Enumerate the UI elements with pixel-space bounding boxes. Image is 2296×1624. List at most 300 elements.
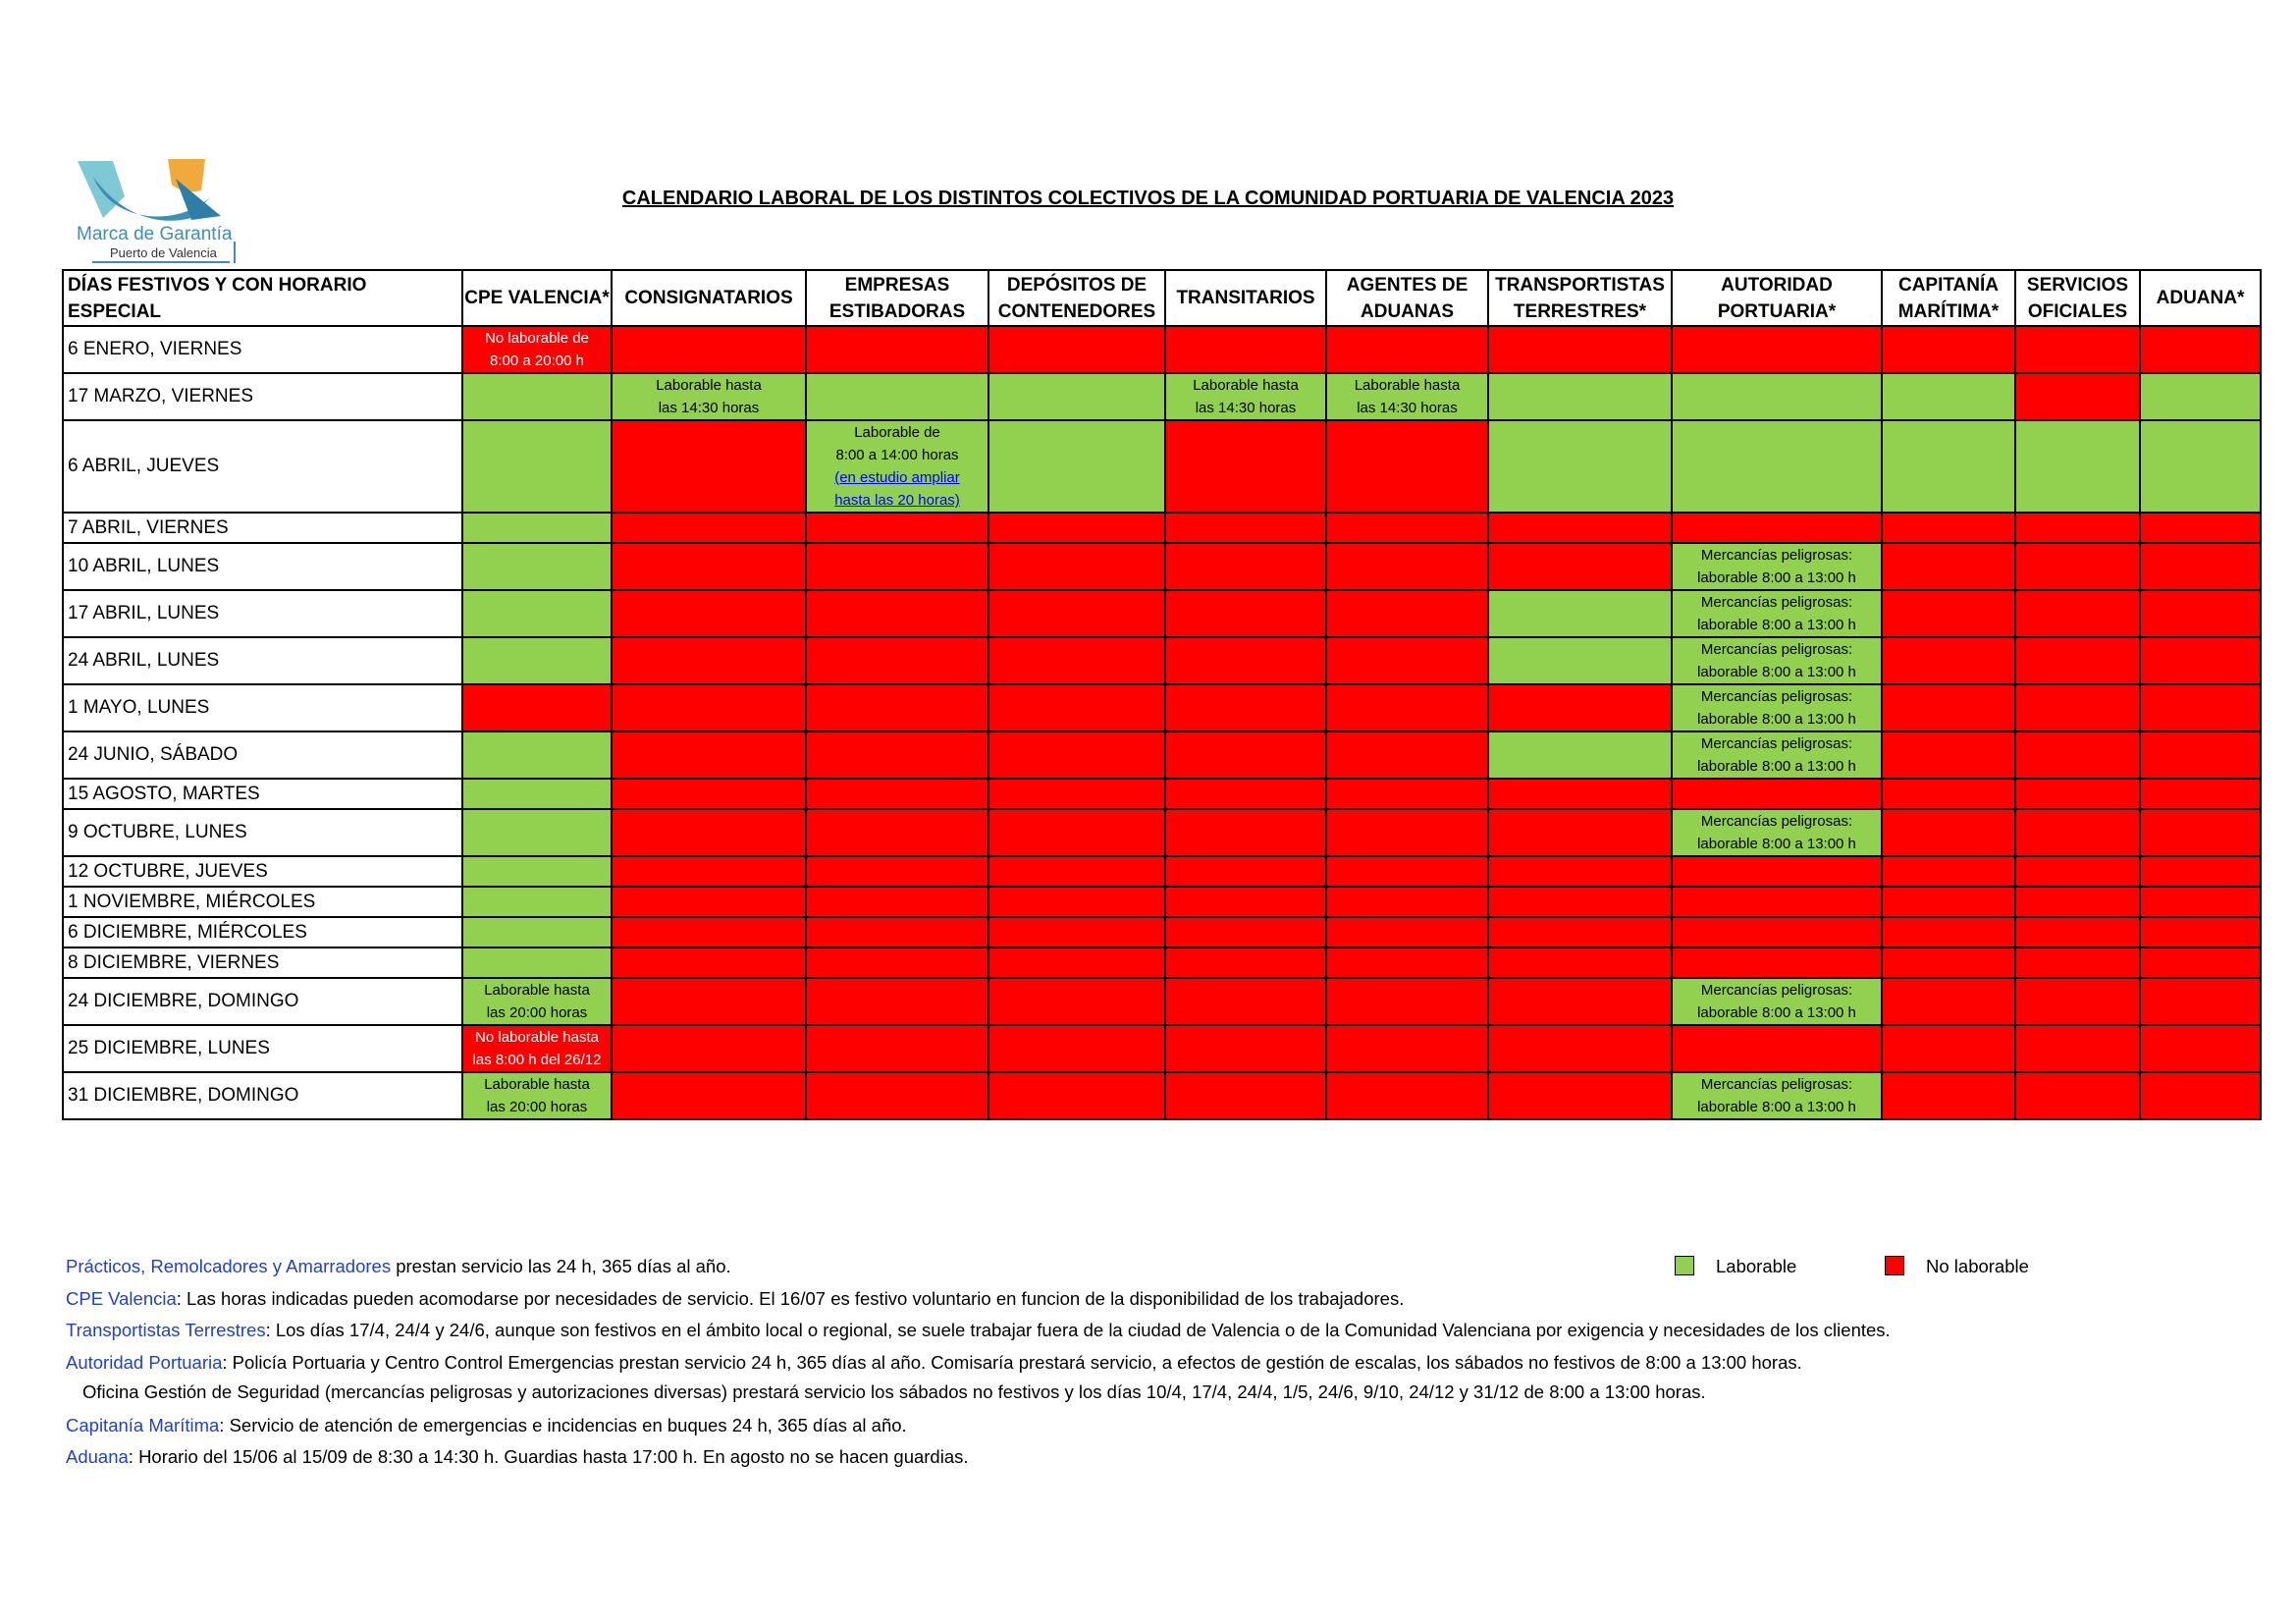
status-cell-depositos-contenedores bbox=[988, 1025, 1165, 1072]
column-header-transportistas-terrestres bbox=[1488, 270, 1672, 326]
table-row bbox=[63, 1025, 2261, 1072]
status-cell-transportistas-terrestres bbox=[1488, 326, 1672, 373]
status-cell-empresas-estibadoras bbox=[806, 637, 988, 684]
logo-brand-text: Marca de Garantía bbox=[77, 224, 233, 244]
cell-note bbox=[807, 489, 988, 512]
status-cell-consignatarios bbox=[612, 779, 806, 809]
table-row bbox=[63, 513, 2261, 543]
status-cell-capitania-maritima bbox=[1882, 779, 2015, 809]
status-cell-capitania-maritima bbox=[1882, 637, 2015, 684]
status-cell-autoridad-portuaria bbox=[1672, 779, 1882, 809]
status-cell-agentes-aduanas bbox=[1326, 420, 1488, 513]
status-cell-aduana bbox=[2140, 731, 2261, 779]
status-cell-aduana bbox=[2140, 917, 2261, 947]
status-cell-consignatarios bbox=[612, 1025, 806, 1072]
note-autoridad bbox=[66, 1352, 1802, 1374]
column-header-days bbox=[63, 270, 462, 326]
cell-note: Laborable hasta bbox=[1193, 377, 1299, 394]
status-cell-empresas-estibadoras bbox=[806, 513, 988, 543]
status-cell-consignatarios bbox=[612, 326, 806, 373]
status-cell-transitarios bbox=[1165, 326, 1326, 373]
column-header-line: TRANSITARIOS bbox=[1176, 288, 1315, 308]
table-row bbox=[63, 947, 2261, 978]
day-cell: 10 ABRIL, LUNES bbox=[63, 543, 462, 590]
status-cell-depositos-contenedores bbox=[988, 809, 1165, 856]
status-cell-autoridad-portuaria bbox=[1672, 978, 1882, 1025]
day-cell: 6 ENERO, VIERNES bbox=[63, 326, 462, 373]
note-text: : Los días 17/4, 24/4 y 24/6, aunque son festivos en el ámbito local o regional, se suele trabajar fuera de la ciudad de Valencia o de la Comunidad Valenciana por exigencia y necesidades de los clientes. bbox=[265, 1320, 1891, 1340]
table-row bbox=[63, 856, 2261, 887]
status-cell-empresas-estibadoras bbox=[806, 1025, 988, 1072]
status-cell-aduana bbox=[2140, 978, 2261, 1025]
cell-note: Mercancías peligrosas: bbox=[1700, 813, 1853, 830]
status-cell-empresas-estibadoras bbox=[806, 731, 988, 779]
status-cell-capitania-maritima bbox=[1882, 809, 2015, 856]
status-cell-autoridad-portuaria bbox=[1672, 917, 1882, 947]
status-cell-aduana bbox=[2140, 373, 2261, 420]
status-cell-agentes-aduanas bbox=[1326, 856, 1488, 887]
status-cell-transitarios bbox=[1165, 543, 1326, 590]
status-cell-consignatarios bbox=[612, 1072, 806, 1119]
column-header-servicios-oficiales bbox=[2015, 270, 2140, 326]
status-cell-autoridad-portuaria bbox=[1672, 856, 1882, 887]
cell-note: No laborable hasta bbox=[475, 1029, 599, 1046]
day-cell: 8 DICIEMBRE, VIERNES bbox=[63, 947, 462, 978]
status-cell-cpe-valencia bbox=[462, 731, 612, 779]
status-cell-autoridad-portuaria bbox=[1672, 1072, 1882, 1119]
status-cell-cpe-valencia bbox=[462, 809, 612, 856]
status-cell-autoridad-portuaria bbox=[1672, 637, 1882, 684]
status-cell-consignatarios bbox=[612, 637, 806, 684]
status-cell-aduana bbox=[2140, 420, 2261, 513]
status-cell-agentes-aduanas bbox=[1326, 590, 1488, 637]
status-cell-depositos-contenedores bbox=[988, 543, 1165, 590]
table-row bbox=[63, 731, 2261, 779]
status-cell-capitania-maritima bbox=[1882, 590, 2015, 637]
status-cell-depositos-contenedores bbox=[988, 731, 1165, 779]
status-cell-aduana bbox=[2140, 637, 2261, 684]
status-cell-agentes-aduanas bbox=[1326, 543, 1488, 590]
column-header-line: ADUANAS bbox=[1361, 300, 1454, 322]
table-row bbox=[63, 1072, 2261, 1119]
cell-note: Laborable hasta bbox=[1354, 377, 1461, 394]
status-cell-transportistas-terrestres bbox=[1488, 917, 1672, 947]
cell-note: las 14:30 horas bbox=[658, 400, 760, 416]
note-text: : Las horas indicadas pueden acomodarse por necesidades de servicio. El 16/07 es festivo voluntario en funcion de la disponibilidad de los trabajadores. bbox=[176, 1288, 1405, 1309]
status-cell-cpe-valencia bbox=[462, 420, 612, 513]
note-key: Capitanía Marítima bbox=[66, 1415, 220, 1435]
status-cell-servicios-oficiales bbox=[2015, 590, 2140, 637]
column-header-line: ESTIBADORAS bbox=[828, 300, 966, 322]
cell-note: Laborable hasta bbox=[484, 982, 590, 999]
status-cell-agentes-aduanas bbox=[1326, 978, 1488, 1025]
status-cell-agentes-aduanas bbox=[1326, 731, 1488, 779]
logo-subtitle: Puerto de Valencia bbox=[110, 245, 217, 260]
status-cell-servicios-oficiales bbox=[2015, 809, 2140, 856]
status-cell-cpe-valencia bbox=[462, 856, 612, 887]
note-text: : Policía Portuaria y Centro Control Emergencias prestan servicio 24 h, 365 días al año. Comisaría prestará servicio, a efectos de gestión de escalas, los sábados no festivos de 8:00 a 13:00 horas. bbox=[222, 1352, 1802, 1373]
cell-note: laborable 8:00 a 13:00 h bbox=[1697, 711, 1856, 728]
status-cell-servicios-oficiales bbox=[2015, 684, 2140, 731]
status-cell-servicios-oficiales bbox=[2015, 543, 2140, 590]
legend-red-swatch bbox=[1885, 1256, 1904, 1275]
status-cell-aduana bbox=[2140, 1072, 2261, 1119]
cell-note: laborable 8:00 a 13:00 h bbox=[1697, 617, 1856, 633]
status-cell-cpe-valencia bbox=[462, 978, 612, 1025]
legend-green-swatch bbox=[1675, 1256, 1694, 1275]
status-cell-depositos-contenedores bbox=[988, 887, 1165, 917]
legend-no-laborable-label: No laborable bbox=[1926, 1256, 2029, 1276]
table-row bbox=[63, 326, 2261, 373]
status-cell-transportistas-terrestres bbox=[1488, 887, 1672, 917]
status-cell-aduana bbox=[2140, 543, 2261, 590]
status-cell-autoridad-portuaria bbox=[1672, 684, 1882, 731]
status-cell-aduana bbox=[2140, 590, 2261, 637]
status-cell-capitania-maritima bbox=[1882, 978, 2015, 1025]
column-header-line: AUTORIDAD bbox=[1721, 274, 1833, 296]
day-cell: 17 ABRIL, LUNES bbox=[63, 590, 462, 637]
column-header-line: CPE VALENCIA* bbox=[464, 288, 610, 308]
column-header-line: CONSIGNATARIOS bbox=[624, 288, 793, 308]
status-cell-capitania-maritima bbox=[1882, 856, 2015, 887]
status-cell-empresas-estibadoras bbox=[806, 590, 988, 637]
status-cell-consignatarios bbox=[612, 809, 806, 856]
status-cell-capitania-maritima bbox=[1882, 513, 2015, 543]
status-cell-capitania-maritima bbox=[1882, 326, 2015, 373]
status-cell-transportistas-terrestres bbox=[1488, 809, 1672, 856]
status-cell-transportistas-terrestres bbox=[1488, 373, 1672, 420]
status-cell-consignatarios bbox=[612, 947, 806, 978]
day-cell: 6 ABRIL, JUEVES bbox=[63, 420, 462, 513]
status-cell-consignatarios bbox=[612, 590, 806, 637]
status-cell-empresas-estibadoras bbox=[806, 373, 988, 420]
status-cell-capitania-maritima bbox=[1882, 684, 2015, 731]
status-cell-aduana bbox=[2140, 856, 2261, 887]
status-cell-cpe-valencia bbox=[462, 887, 612, 917]
status-cell-capitania-maritima bbox=[1882, 887, 2015, 917]
table-row bbox=[63, 978, 2261, 1025]
status-cell-cpe-valencia bbox=[462, 513, 612, 543]
column-header-line: DÍAS FESTIVOS Y CON HORARIO ESPECIAL bbox=[68, 274, 367, 322]
status-cell-cpe-valencia bbox=[462, 590, 612, 637]
status-cell-capitania-maritima bbox=[1882, 420, 2015, 513]
cell-note bbox=[807, 466, 988, 489]
status-cell-transportistas-terrestres bbox=[1488, 1025, 1672, 1072]
status-cell-depositos-contenedores bbox=[988, 637, 1165, 684]
cell-note-link[interactable]: (en estudio ampliar bbox=[834, 469, 960, 486]
column-header-transitarios bbox=[1165, 270, 1326, 326]
status-cell-consignatarios bbox=[612, 978, 806, 1025]
page-title: CALENDARIO LABORAL DE LOS DISTINTOS COLECTIVOS DE LA COMUNIDAD PORTUARIA DE VALENCIA 2023 bbox=[621, 188, 1675, 209]
status-cell-depositos-contenedores bbox=[988, 856, 1165, 887]
status-cell-aduana bbox=[2140, 513, 2261, 543]
note-text: : Horario del 15/06 al 15/09 de 8:30 a 14:30 h. Guardias hasta 17:00 h. En agosto no se hacen guardias. bbox=[128, 1446, 969, 1467]
cell-note: las 8:00 h del 26/12 bbox=[472, 1052, 602, 1068]
cell-note: Laborable hasta bbox=[656, 377, 762, 394]
table-row bbox=[63, 590, 2261, 637]
column-header-agentes-aduanas bbox=[1326, 270, 1488, 326]
status-cell-autoridad-portuaria bbox=[1672, 887, 1882, 917]
status-cell-autoridad-portuaria bbox=[1672, 590, 1882, 637]
status-cell-servicios-oficiales bbox=[2015, 326, 2140, 373]
status-cell-aduana bbox=[2140, 1025, 2261, 1072]
status-cell-cpe-valencia bbox=[462, 373, 612, 420]
status-cell-transitarios bbox=[1165, 1025, 1326, 1072]
day-cell: 24 JUNIO, SÁBADO bbox=[63, 731, 462, 779]
status-cell-transitarios bbox=[1165, 1072, 1326, 1119]
status-cell-autoridad-portuaria bbox=[1672, 543, 1882, 590]
status-cell-empresas-estibadoras bbox=[806, 978, 988, 1025]
table-row bbox=[63, 637, 2261, 684]
logo-rule bbox=[92, 261, 230, 263]
status-cell-depositos-contenedores bbox=[988, 684, 1165, 731]
status-cell-aduana bbox=[2140, 887, 2261, 917]
column-header-line: TRANSPORTISTAS bbox=[1495, 274, 1665, 296]
status-cell-empresas-estibadoras bbox=[806, 420, 988, 513]
status-cell-servicios-oficiales bbox=[2015, 1025, 2140, 1072]
note-capitania bbox=[66, 1415, 907, 1436]
column-header-line: OFICIALES bbox=[2027, 300, 2128, 322]
cell-note: Mercancías peligrosas: bbox=[1700, 735, 1853, 752]
status-cell-empresas-estibadoras bbox=[806, 917, 988, 947]
status-cell-cpe-valencia bbox=[462, 543, 612, 590]
cell-note: las 20:00 horas bbox=[486, 1099, 588, 1115]
status-cell-transitarios bbox=[1165, 420, 1326, 513]
cell-note: Laborable hasta bbox=[484, 1076, 590, 1093]
status-cell-autoridad-portuaria bbox=[1672, 513, 1882, 543]
status-cell-transitarios bbox=[1165, 809, 1326, 856]
status-cell-consignatarios bbox=[612, 513, 806, 543]
status-cell-agentes-aduanas bbox=[1326, 779, 1488, 809]
status-cell-capitania-maritima bbox=[1882, 1072, 2015, 1119]
status-cell-transportistas-terrestres bbox=[1488, 590, 1672, 637]
table-row bbox=[63, 684, 2261, 731]
status-cell-agentes-aduanas bbox=[1326, 1072, 1488, 1119]
cell-note: laborable 8:00 a 13:00 h bbox=[1697, 569, 1856, 586]
status-cell-servicios-oficiales bbox=[2015, 917, 2140, 947]
cell-note: 8:00 a 20:00 h bbox=[490, 352, 584, 369]
status-cell-transitarios bbox=[1165, 684, 1326, 731]
day-cell: 24 DICIEMBRE, DOMINGO bbox=[63, 978, 462, 1025]
status-cell-servicios-oficiales bbox=[2015, 637, 2140, 684]
status-cell-transitarios bbox=[1165, 917, 1326, 947]
status-cell-aduana bbox=[2140, 947, 2261, 978]
note-transportistas bbox=[66, 1320, 1891, 1341]
cell-note: laborable 8:00 a 13:00 h bbox=[1697, 1099, 1856, 1115]
note-key: Transportistas Terrestres bbox=[66, 1320, 266, 1340]
status-cell-aduana bbox=[2140, 326, 2261, 373]
status-cell-empresas-estibadoras bbox=[806, 684, 988, 731]
column-header-line: DEPÓSITOS DE bbox=[1006, 274, 1148, 296]
status-cell-depositos-contenedores bbox=[988, 373, 1165, 420]
note-text: Oficina Gestión de Seguridad (mercancías peligrosas y autorizaciones diversas) prestará servicio los sábados no festivos y los días 10/4, 17/4, 24/4, 1/5, 24/6, 9/10, 24/12 y 31/12 de 8:00 a 13:00 horas. bbox=[82, 1381, 1706, 1402]
status-cell-autoridad-portuaria bbox=[1672, 373, 1882, 420]
status-cell-transportistas-terrestres bbox=[1488, 637, 1672, 684]
cell-note: Laborable de bbox=[854, 424, 940, 441]
status-cell-depositos-contenedores bbox=[988, 779, 1165, 809]
status-cell-servicios-oficiales bbox=[2015, 731, 2140, 779]
cell-note: Mercancías peligrosas: bbox=[1700, 982, 1853, 999]
table-row bbox=[63, 809, 2261, 856]
status-cell-aduana bbox=[2140, 809, 2261, 856]
status-cell-empresas-estibadoras bbox=[806, 856, 988, 887]
status-cell-depositos-contenedores bbox=[988, 978, 1165, 1025]
day-cell: 7 ABRIL, VIERNES bbox=[63, 513, 462, 543]
status-cell-cpe-valencia bbox=[462, 684, 612, 731]
status-cell-transportistas-terrestres bbox=[1488, 684, 1672, 731]
cell-note: Mercancías peligrosas: bbox=[1700, 641, 1853, 658]
status-cell-agentes-aduanas bbox=[1326, 947, 1488, 978]
status-cell-servicios-oficiales bbox=[2015, 887, 2140, 917]
status-cell-autoridad-portuaria bbox=[1672, 1025, 1882, 1072]
day-cell: 6 DICIEMBRE, MIÉRCOLES bbox=[63, 917, 462, 947]
note-key: Prácticos, Remolcadores y Amarradores bbox=[66, 1256, 392, 1276]
status-cell-transportistas-terrestres bbox=[1488, 420, 1672, 513]
table-row bbox=[63, 779, 2261, 809]
status-cell-agentes-aduanas bbox=[1326, 684, 1488, 731]
day-cell: 12 OCTUBRE, JUEVES bbox=[63, 856, 462, 887]
status-cell-cpe-valencia bbox=[462, 779, 612, 809]
status-cell-transportistas-terrestres bbox=[1488, 543, 1672, 590]
day-cell: 24 ABRIL, LUNES bbox=[63, 637, 462, 684]
status-cell-transitarios bbox=[1165, 856, 1326, 887]
day-cell: 1 NOVIEMBRE, MIÉRCOLES bbox=[63, 887, 462, 917]
table-row bbox=[63, 543, 2261, 590]
status-cell-empresas-estibadoras bbox=[806, 809, 988, 856]
status-cell-capitania-maritima bbox=[1882, 373, 2015, 420]
status-cell-cpe-valencia bbox=[462, 326, 612, 373]
column-header-line: MARÍTIMA* bbox=[1897, 300, 2000, 322]
cell-note: laborable 8:00 a 13:00 h bbox=[1697, 758, 1856, 775]
column-header-capitania-maritima bbox=[1882, 270, 2015, 326]
table-header-row bbox=[63, 270, 2261, 326]
status-cell-transportistas-terrestres bbox=[1488, 1072, 1672, 1119]
status-cell-agentes-aduanas bbox=[1326, 1025, 1488, 1072]
status-cell-aduana bbox=[2140, 684, 2261, 731]
status-cell-depositos-contenedores bbox=[988, 513, 1165, 543]
status-cell-servicios-oficiales bbox=[2015, 779, 2140, 809]
status-cell-empresas-estibadoras bbox=[806, 779, 988, 809]
status-cell-empresas-estibadoras bbox=[806, 1072, 988, 1119]
status-cell-servicios-oficiales bbox=[2015, 856, 2140, 887]
day-cell: 25 DICIEMBRE, LUNES bbox=[63, 1025, 462, 1072]
status-cell-transitarios bbox=[1165, 887, 1326, 917]
note-text: : Servicio de atención de emergencias e incidencias en buques 24 h, 365 días al año. bbox=[219, 1415, 907, 1435]
table-row bbox=[63, 420, 2261, 513]
status-cell-agentes-aduanas bbox=[1326, 373, 1488, 420]
cell-note: Mercancías peligrosas: bbox=[1700, 1076, 1853, 1093]
status-cell-depositos-contenedores bbox=[988, 917, 1165, 947]
column-header-autoridad-portuaria bbox=[1672, 270, 1882, 326]
status-cell-capitania-maritima bbox=[1882, 917, 2015, 947]
status-cell-depositos-contenedores bbox=[988, 947, 1165, 978]
note-text: prestan servicio las 24 h, 365 días al año. bbox=[391, 1256, 731, 1276]
day-cell: 1 MAYO, LUNES bbox=[63, 684, 462, 731]
day-cell: 9 OCTUBRE, LUNES bbox=[63, 809, 462, 856]
status-cell-transportistas-terrestres bbox=[1488, 513, 1672, 543]
table-body bbox=[63, 326, 2261, 1119]
status-cell-cpe-valencia bbox=[462, 637, 612, 684]
status-cell-transitarios bbox=[1165, 373, 1326, 420]
status-cell-depositos-contenedores bbox=[988, 420, 1165, 513]
legend-no-laborable bbox=[1885, 1256, 2029, 1277]
cell-note: laborable 8:00 a 13:00 h bbox=[1697, 836, 1856, 852]
status-cell-consignatarios bbox=[612, 684, 806, 731]
status-cell-cpe-valencia bbox=[462, 947, 612, 978]
table-row bbox=[63, 373, 2261, 420]
status-cell-transportistas-terrestres bbox=[1488, 947, 1672, 978]
column-header-line: ADUANA* bbox=[2156, 288, 2245, 308]
column-header-empresas-estibadoras bbox=[806, 270, 988, 326]
status-cell-consignatarios bbox=[612, 856, 806, 887]
column-header-cpe-valencia bbox=[462, 270, 612, 326]
status-cell-depositos-contenedores bbox=[988, 590, 1165, 637]
column-header-line: SERVICIOS bbox=[2026, 274, 2129, 296]
status-cell-depositos-contenedores bbox=[988, 1072, 1165, 1119]
cell-note-link[interactable]: hasta las 20 horas) bbox=[834, 492, 960, 509]
column-header-line: TERRESTRES* bbox=[1513, 300, 1647, 322]
status-cell-capitania-maritima bbox=[1882, 1025, 2015, 1072]
cell-note: laborable 8:00 a 13:00 h bbox=[1697, 664, 1856, 680]
column-header-aduana bbox=[2140, 270, 2261, 326]
day-cell: 15 AGOSTO, MARTES bbox=[63, 779, 462, 809]
status-cell-agentes-aduanas bbox=[1326, 809, 1488, 856]
status-cell-transitarios bbox=[1165, 947, 1326, 978]
cell-note: las 20:00 horas bbox=[486, 1004, 588, 1021]
status-cell-transitarios bbox=[1165, 779, 1326, 809]
status-cell-servicios-oficiales bbox=[2015, 373, 2140, 420]
status-cell-agentes-aduanas bbox=[1326, 887, 1488, 917]
status-cell-depositos-contenedores bbox=[988, 326, 1165, 373]
cell-note: Mercancías peligrosas: bbox=[1700, 547, 1853, 564]
status-cell-cpe-valencia bbox=[462, 1072, 612, 1119]
note-key: Autoridad Portuaria bbox=[66, 1352, 223, 1373]
cell-note: 8:00 a 14:00 horas bbox=[835, 447, 959, 463]
cell-note: las 14:30 horas bbox=[1357, 400, 1458, 416]
status-cell-empresas-estibadoras bbox=[806, 947, 988, 978]
cell-note: Mercancías peligrosas: bbox=[1700, 594, 1853, 611]
status-cell-autoridad-portuaria bbox=[1672, 809, 1882, 856]
column-header-depositos-contenedores bbox=[988, 270, 1165, 326]
status-cell-servicios-oficiales bbox=[2015, 420, 2140, 513]
status-cell-consignatarios bbox=[612, 543, 806, 590]
note-aduana bbox=[66, 1446, 969, 1468]
status-cell-consignatarios bbox=[612, 731, 806, 779]
status-cell-capitania-maritima bbox=[1882, 947, 2015, 978]
status-cell-consignatarios bbox=[612, 373, 806, 420]
status-cell-aduana bbox=[2140, 779, 2261, 809]
status-cell-transitarios bbox=[1165, 978, 1326, 1025]
status-cell-servicios-oficiales bbox=[2015, 1072, 2140, 1119]
status-cell-transportistas-terrestres bbox=[1488, 856, 1672, 887]
column-header-line: EMPRESAS bbox=[844, 274, 950, 296]
logo-tick bbox=[234, 242, 236, 263]
cell-note: las 14:30 horas bbox=[1195, 400, 1297, 416]
calendar-table bbox=[62, 269, 2262, 1120]
status-cell-transitarios bbox=[1165, 637, 1326, 684]
status-cell-consignatarios bbox=[612, 887, 806, 917]
day-cell: 17 MARZO, VIERNES bbox=[63, 373, 462, 420]
status-cell-agentes-aduanas bbox=[1326, 917, 1488, 947]
status-cell-agentes-aduanas bbox=[1326, 637, 1488, 684]
cell-note: No laborable de bbox=[485, 330, 589, 347]
status-cell-transitarios bbox=[1165, 590, 1326, 637]
status-cell-transitarios bbox=[1165, 513, 1326, 543]
status-cell-empresas-estibadoras bbox=[806, 543, 988, 590]
cell-note: Mercancías peligrosas: bbox=[1700, 688, 1853, 705]
status-cell-consignatarios bbox=[612, 420, 806, 513]
status-cell-empresas-estibadoras bbox=[806, 326, 988, 373]
